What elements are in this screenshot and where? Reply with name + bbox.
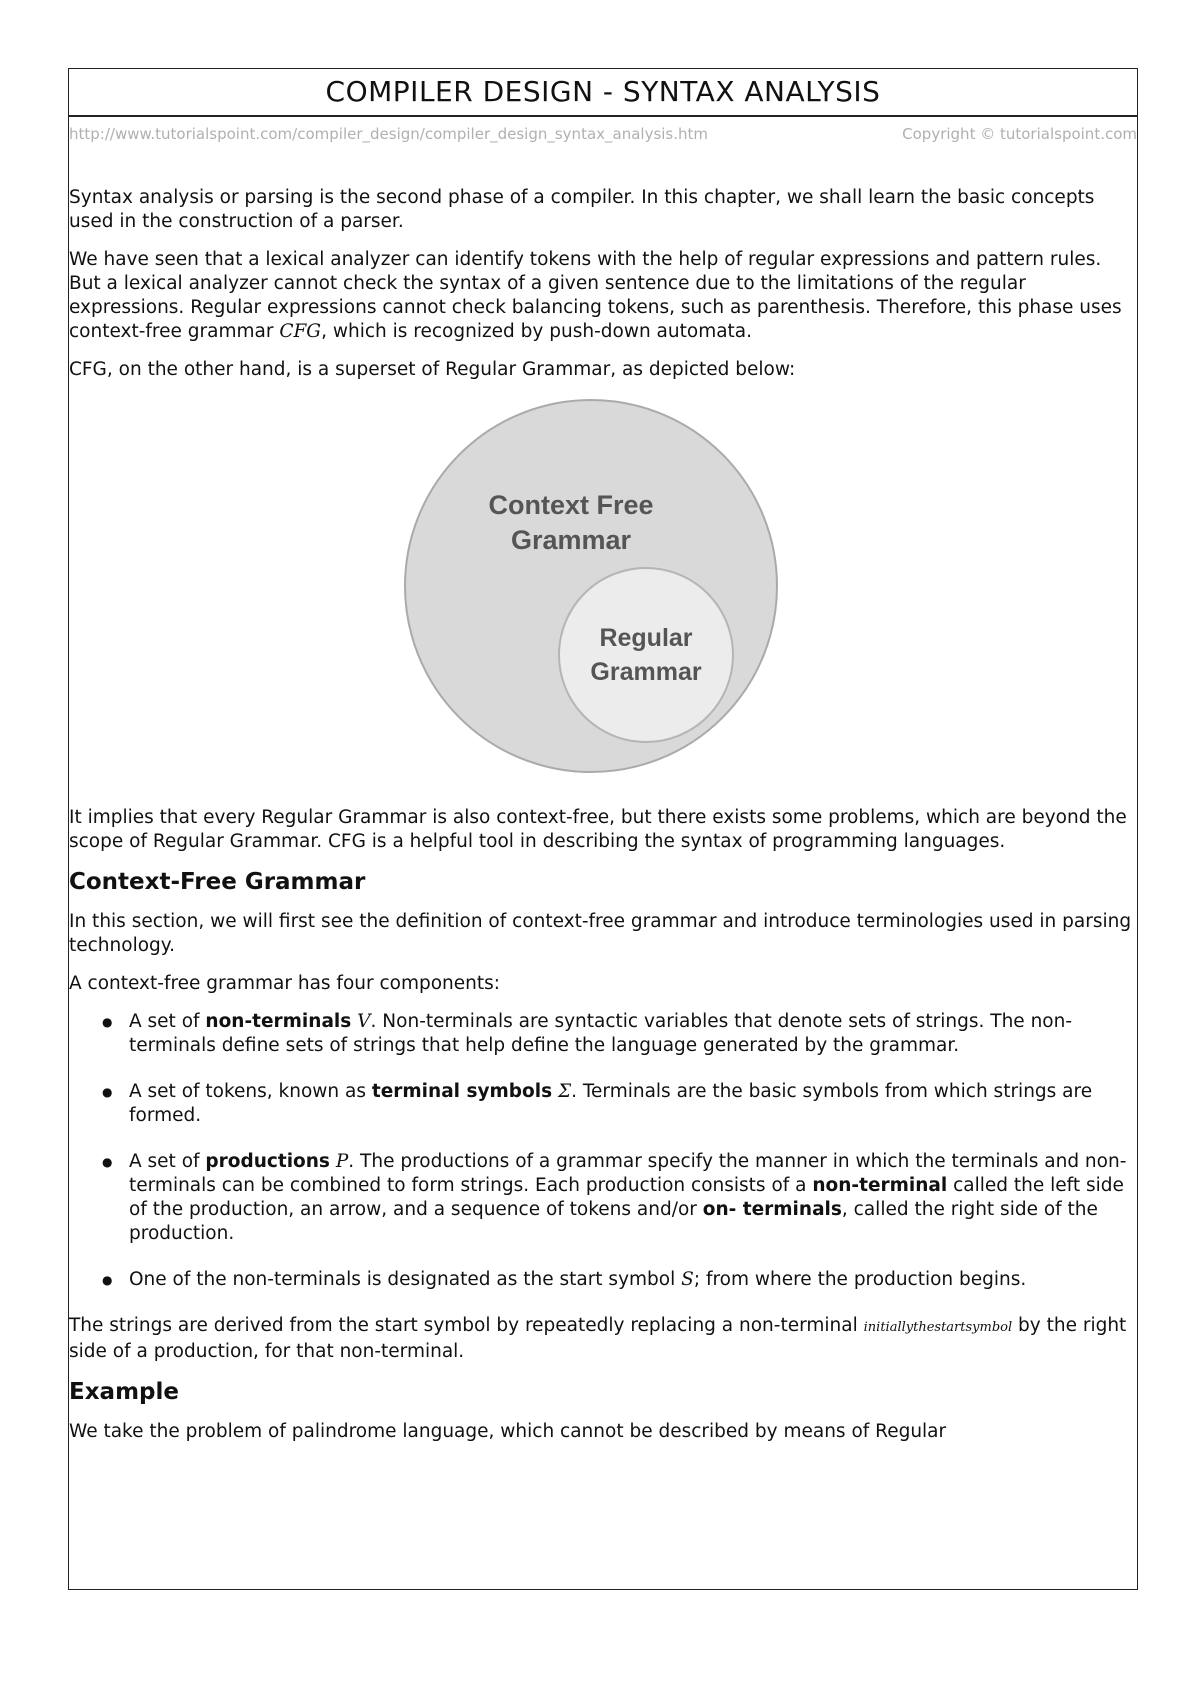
source-url-link[interactable]: http://www.tutorialspoint.com/compiler_design/compiler_design_syntax_analysis.htm bbox=[69, 125, 709, 143]
lexical-paragraph bbox=[69, 248, 1135, 344]
copyright-notice: Copyright © tutorialspoint.com bbox=[902, 125, 1137, 143]
page-title: COMPILER DESIGN - SYNTAX ANALYSIS bbox=[69, 69, 1137, 117]
regular-label-1: Regular bbox=[599, 624, 693, 652]
list-item: ● One of the non-terminals is designated as the start symbol S; from where the production begins. bbox=[129, 1268, 1135, 1292]
regular-grammar-circle bbox=[559, 568, 733, 742]
list-item: ● A set of tokens, known as terminal symbols Σ. Terminals are the basic symbols from which strings are formed. bbox=[129, 1080, 1135, 1128]
cfg-heading: Context-Free Grammar bbox=[69, 869, 366, 895]
section-intro-paragraph: In this section, we will first see the definition of context-free grammar and introduce terminologies used in parsing technology. bbox=[69, 911, 1132, 956]
lexical-text-a: We have seen that a lexical analyzer can identify tokens with the help of regular expressions and pattern rules. But a lexical analyzer cannot check the syntax of a given sentence due to the limitations of the regular expressions. Regular expressions cannot check balancing tokens, such as parenthesis. Therefore, this phase uses context-free grammar bbox=[69, 249, 1122, 342]
intro-paragraph: Syntax analysis or parsing is the second phase of a compiler. In this chapter, we shall learn the basic concepts used in the construction of a parser. bbox=[69, 187, 1095, 232]
lexical-text-b: , which is recognized by push-down automata. bbox=[321, 321, 753, 342]
list-item: ● A set of productions P. The productions of a grammar specify the manner in which the terminals and non-terminals can be combined to form strings. Each production consists of a non-terminal called the left side of the production, an arrow, and a sequence of tokens and/or on- terminals, called the right side of the production. bbox=[129, 1150, 1135, 1246]
example-paragraph: We take the problem of palindrome language, which cannot be described by means of Regular bbox=[69, 1421, 947, 1442]
venn-svg bbox=[69, 396, 1135, 796]
regular-label-2: Grammar bbox=[590, 658, 702, 686]
source-row bbox=[69, 125, 1137, 149]
page-frame bbox=[68, 68, 1138, 1590]
derivation-paragraph: The strings are derived from the start symbol by repeatedly replacing a non-terminal initiallythestartsymbol by the right side of a production, for that non-terminal. bbox=[69, 1315, 1127, 1362]
example-heading: Example bbox=[69, 1379, 179, 1405]
context-free-label-1: Context Free bbox=[488, 490, 654, 520]
start-symbol-note: initiallythestartsymbol bbox=[863, 1320, 1013, 1335]
article-body bbox=[69, 186, 1135, 1458]
superset-paragraph: CFG, on the other hand, is a superset of Regular Grammar, as depicted below: bbox=[69, 359, 796, 380]
cfg-math: CFG bbox=[279, 321, 322, 342]
context-free-label-2: Grammar bbox=[510, 525, 632, 555]
grammar-venn-diagram bbox=[69, 396, 1135, 796]
components-intro: A context-free grammar has four components: bbox=[69, 973, 501, 994]
implication-paragraph: It implies that every Regular Grammar is also context-free, but there exists some problems, which are beyond the scope of Regular Grammar. CFG is a helpful tool in describing the syntax of programming languages. bbox=[69, 807, 1127, 852]
components-list bbox=[69, 1010, 1135, 1292]
list-item: ● A set of non-terminals V. Non-terminals are syntactic variables that denote sets of strings. The non-terminals define sets of strings that help define the language generated by the grammar. bbox=[129, 1010, 1135, 1058]
